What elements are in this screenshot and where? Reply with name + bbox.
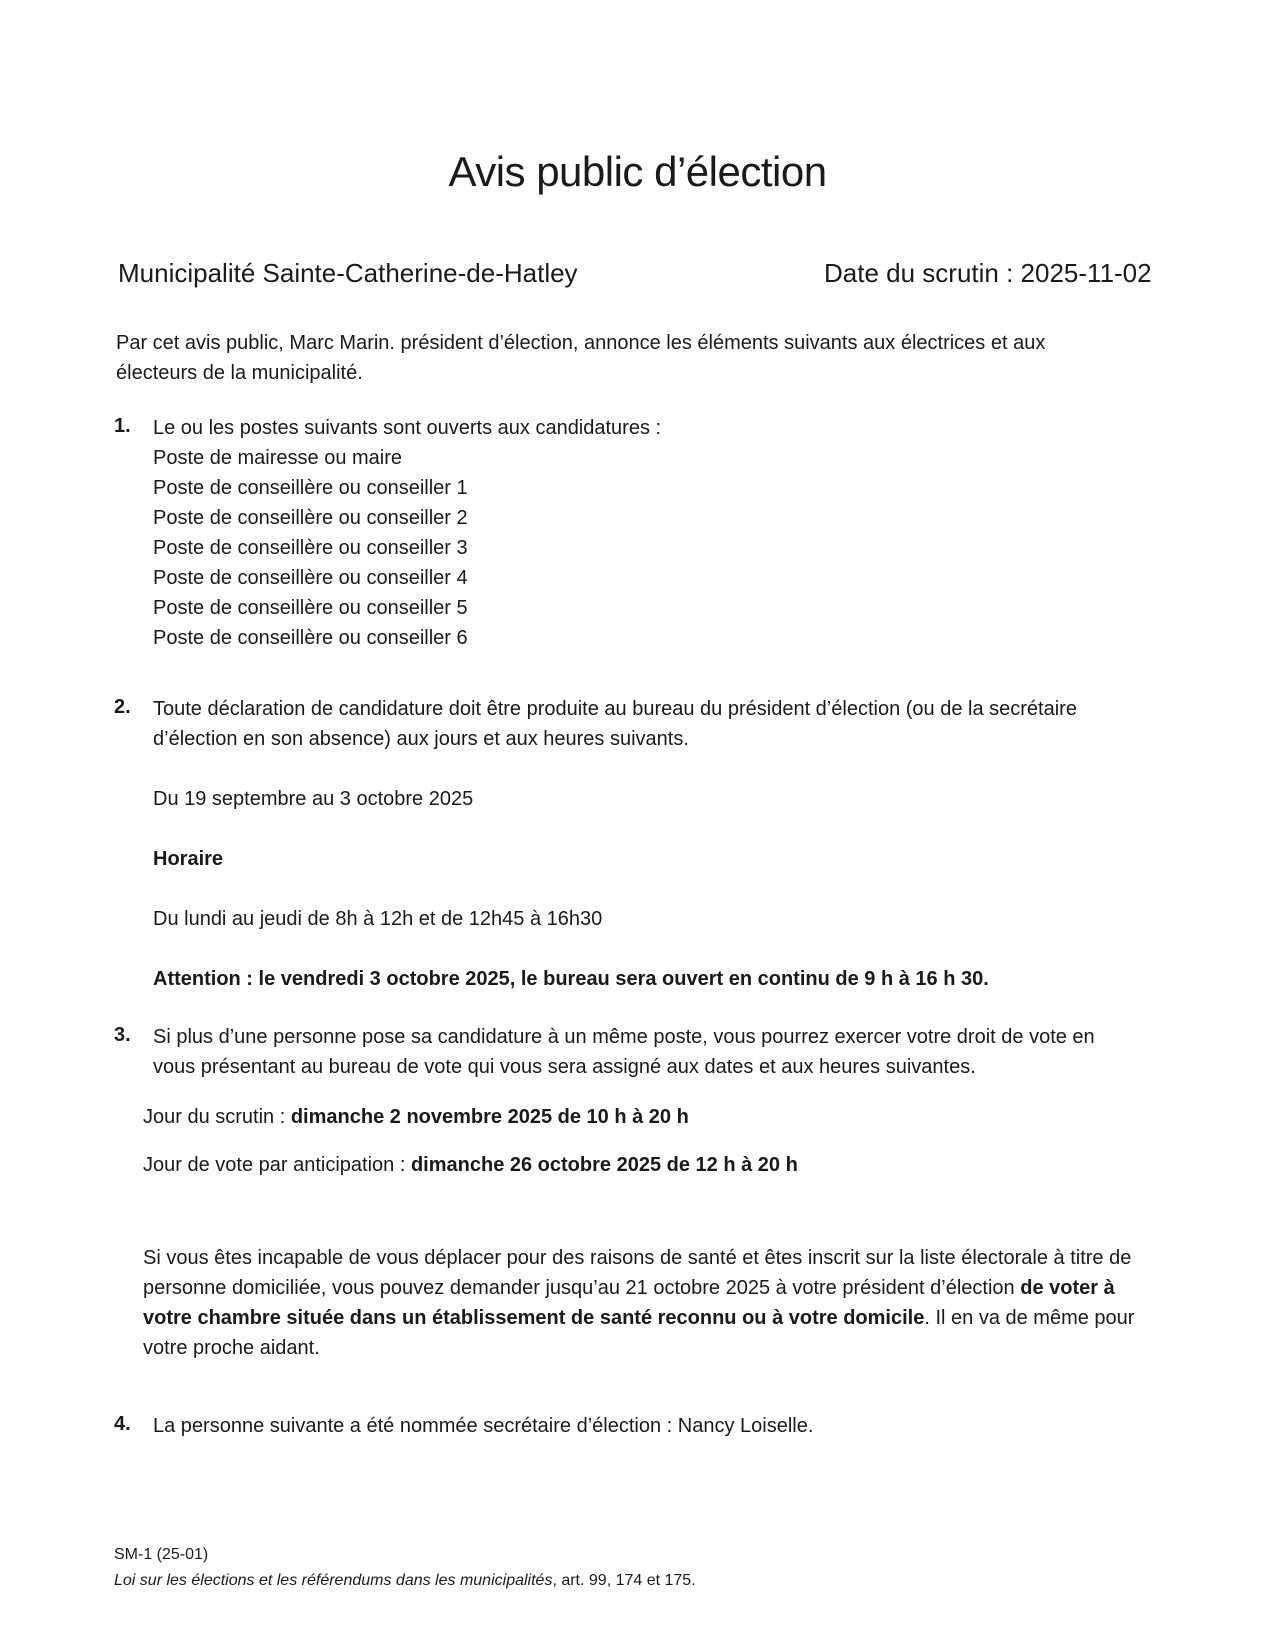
section-1-number: 1. xyxy=(114,415,131,437)
section-2-number: 2. xyxy=(114,696,131,718)
schedule-hours: Du lundi au jeudi de 8h à 12h et de 12h45 à 16h30 xyxy=(153,908,603,930)
section-1-heading: Le ou les postes suivants sont ouverts aux candidatures : xyxy=(153,417,662,439)
intro-line-1: Par cet avis public, Marc Marin. président d’élection, annonce les éléments suivants aux électrices et aux xyxy=(116,332,1046,354)
posts-list xyxy=(153,443,468,653)
intro-line-2: électeurs de la municipalité. xyxy=(116,362,363,384)
post-item: Poste de conseillère ou conseiller 4 xyxy=(153,567,468,589)
law-reference xyxy=(114,1572,696,1590)
section-2-line-1: Toute déclaration de candidature doit être produite au bureau du président d’élection (ou de la secrétaire xyxy=(153,698,1077,720)
attention-notice: Attention : le vendredi 3 octobre 2025, le bureau sera ouvert en continu de 9 h à 16 h 30. xyxy=(153,968,989,990)
post-item: Poste de conseillère ou conseiller 5 xyxy=(153,597,468,619)
post-item: Poste de conseillère ou conseiller 6 xyxy=(153,627,468,649)
health-line-2-bold: de voter à xyxy=(1020,1277,1115,1299)
post-item: Poste de mairesse ou maire xyxy=(153,447,403,469)
post-item: Poste de conseillère ou conseiller 1 xyxy=(153,477,468,499)
health-line-3 xyxy=(143,1303,1134,1333)
health-line-3-text: . Il en va de même pour xyxy=(924,1307,1135,1329)
law-articles: , art. 99, 174 et 175. xyxy=(552,1572,696,1589)
law-title: Loi sur les élections et les référendums dans les municipalités xyxy=(114,1572,553,1589)
advance-vote-value: dimanche 26 octobre 2025 de 12 h à 20 h xyxy=(410,1154,798,1176)
post-item: Poste de conseillère ou conseiller 3 xyxy=(153,537,468,559)
section-2-line-2: d’élection en son absence) aux jours et aux heures suivants. xyxy=(153,728,689,750)
section-4-text: La personne suivante a été nommée secrétaire d’élection : Nancy Loiselle. xyxy=(153,1415,814,1437)
schedule-heading: Horaire xyxy=(153,848,224,870)
health-line-1: Si vous êtes incapable de vous déplacer pour des raisons de santé et êtes inscrit sur la liste électorale à titre de xyxy=(143,1247,1132,1269)
section-3-line-2: vous présentant au bureau de vote qui vous sera assigné aux dates et aux heures suivantes. xyxy=(153,1056,976,1078)
municipality-name: Municipalité Sainte-Catherine-de-Hatley xyxy=(118,258,578,288)
vote-day xyxy=(143,1102,689,1132)
health-line-2-text: personne domiciliée, vous pouvez demander jusqu’au 21 octobre 2025 à votre président d’élection xyxy=(143,1277,1021,1299)
section-4-number: 4. xyxy=(114,1413,131,1435)
section-3-number: 3. xyxy=(114,1024,131,1046)
post-item: Poste de conseillère ou conseiller 2 xyxy=(153,507,468,529)
candidacy-period: Du 19 septembre au 3 octobre 2025 xyxy=(153,788,474,810)
health-line-4: votre proche aidant. xyxy=(143,1337,320,1359)
section-3-line-1: Si plus d’une personne pose sa candidature à un même poste, vous pourrez exercer votre droit de vote en xyxy=(153,1026,1095,1048)
page-title: Avis public d’élection xyxy=(448,148,827,195)
election-date: Date du scrutin : 2025-11-02 xyxy=(824,258,1152,288)
vote-day-label: Jour du scrutin : xyxy=(143,1106,291,1128)
form-code: SM-1 (25-01) xyxy=(114,1546,209,1563)
health-line-3-bold: votre chambre située dans un établissement de santé reconnu ou à votre domicile xyxy=(143,1307,925,1329)
health-line-2 xyxy=(143,1273,1115,1303)
vote-day-value: dimanche 2 novembre 2025 de 10 h à 20 h xyxy=(290,1106,689,1128)
advance-vote-day xyxy=(143,1150,798,1180)
advance-vote-label: Jour de vote par anticipation : xyxy=(143,1154,411,1176)
